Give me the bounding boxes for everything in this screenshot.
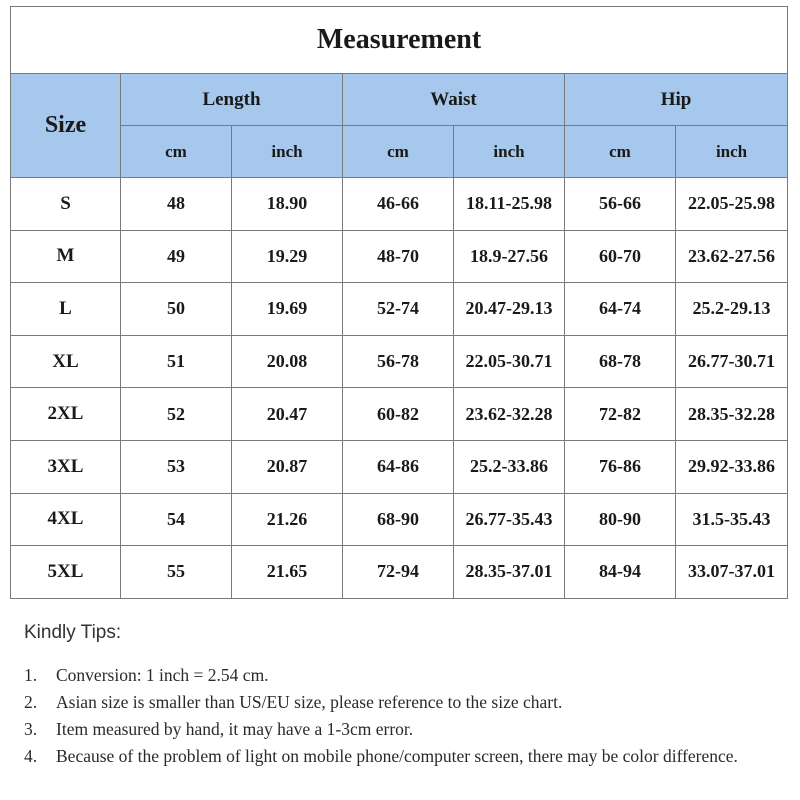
measure-cell: 21.26 xyxy=(232,493,343,546)
table-title: Measurement xyxy=(11,7,788,74)
tip-text: Conversion: 1 inch = 2.54 cm. xyxy=(56,665,269,685)
size-cell: 3XL xyxy=(11,440,121,493)
measure-cell: 19.29 xyxy=(232,230,343,283)
measure-cell: 60-82 xyxy=(343,388,454,441)
measure-cell: 21.65 xyxy=(232,546,343,599)
measure-cell: 25.2-29.13 xyxy=(676,283,788,336)
unit-header: inch xyxy=(232,126,343,178)
size-cell: L xyxy=(11,283,121,336)
measure-cell: 64-74 xyxy=(565,283,676,336)
measure-cell: 26.77-35.43 xyxy=(454,493,565,546)
tips-title: Kindly Tips: xyxy=(24,622,122,643)
measure-cell: 53 xyxy=(121,440,232,493)
measure-cell: 23.62-27.56 xyxy=(676,230,788,283)
tip-number: 2. xyxy=(24,692,38,712)
tips-list xyxy=(24,662,784,769)
measure-cell: 33.07-37.01 xyxy=(676,546,788,599)
measure-cell: 49 xyxy=(121,230,232,283)
tip-text: Because of the problem of light on mobile phone/computer screen, there may be color difference. xyxy=(56,746,738,766)
unit-header: cm xyxy=(121,126,232,178)
size-cell: 2XL xyxy=(11,388,121,441)
group-header-length: Length xyxy=(121,74,343,126)
measure-cell: 18.90 xyxy=(232,178,343,231)
measure-cell: 46-66 xyxy=(343,178,454,231)
measure-cell: 18.11-25.98 xyxy=(454,178,565,231)
measure-cell: 28.35-37.01 xyxy=(454,546,565,599)
table-row xyxy=(11,493,788,546)
table-row xyxy=(11,178,788,231)
measure-cell: 56-78 xyxy=(343,335,454,388)
size-cell: M xyxy=(11,230,121,283)
measure-cell: 28.35-32.28 xyxy=(676,388,788,441)
measure-cell: 68-90 xyxy=(343,493,454,546)
tip-number: 4. xyxy=(24,746,38,766)
measure-cell: 72-94 xyxy=(343,546,454,599)
tip-item xyxy=(24,662,784,688)
tip-number: 3. xyxy=(24,719,38,739)
measure-cell: 52 xyxy=(121,388,232,441)
measure-cell: 64-86 xyxy=(343,440,454,493)
measure-cell: 84-94 xyxy=(565,546,676,599)
table-row xyxy=(11,335,788,388)
measure-cell: 51 xyxy=(121,335,232,388)
table-row xyxy=(11,440,788,493)
measure-cell: 18.9-27.56 xyxy=(454,230,565,283)
measure-cell: 50 xyxy=(121,283,232,336)
measure-cell: 22.05-25.98 xyxy=(676,178,788,231)
measure-cell: 20.08 xyxy=(232,335,343,388)
measure-cell: 20.47-29.13 xyxy=(454,283,565,336)
size-cell: 5XL xyxy=(11,546,121,599)
size-cell: XL xyxy=(11,335,121,388)
size-cell: 4XL xyxy=(11,493,121,546)
measure-cell: 80-90 xyxy=(565,493,676,546)
measure-cell: 52-74 xyxy=(343,283,454,336)
measure-cell: 26.77-30.71 xyxy=(676,335,788,388)
group-header-waist: Waist xyxy=(343,74,565,126)
measure-cell: 48-70 xyxy=(343,230,454,283)
measure-cell: 25.2-33.86 xyxy=(454,440,565,493)
tip-number: 1. xyxy=(24,665,38,685)
tip-item xyxy=(24,689,784,715)
tip-item xyxy=(24,743,784,769)
table-body xyxy=(11,178,788,599)
size-chart xyxy=(10,6,787,599)
measure-cell: 55 xyxy=(121,546,232,599)
measure-cell: 31.5-35.43 xyxy=(676,493,788,546)
tip-text: Asian size is smaller than US/EU size, please reference to the size chart. xyxy=(56,692,563,712)
table-row xyxy=(11,546,788,599)
unit-header: cm xyxy=(565,126,676,178)
unit-header: cm xyxy=(343,126,454,178)
measure-cell: 19.69 xyxy=(232,283,343,336)
measure-cell: 23.62-32.28 xyxy=(454,388,565,441)
measure-cell: 76-86 xyxy=(565,440,676,493)
unit-header: inch xyxy=(676,126,788,178)
measure-cell: 20.47 xyxy=(232,388,343,441)
measure-cell: 29.92-33.86 xyxy=(676,440,788,493)
measure-cell: 22.05-30.71 xyxy=(454,335,565,388)
measure-cell: 48 xyxy=(121,178,232,231)
measure-cell: 54 xyxy=(121,493,232,546)
group-header-hip: Hip xyxy=(565,74,788,126)
table-row xyxy=(11,388,788,441)
measure-cell: 60-70 xyxy=(565,230,676,283)
measurement-table xyxy=(10,6,788,599)
tip-item xyxy=(24,716,784,742)
measure-cell: 72-82 xyxy=(565,388,676,441)
tip-text: Item measured by hand, it may have a 1-3cm error. xyxy=(56,719,414,739)
measure-cell: 20.87 xyxy=(232,440,343,493)
table-row xyxy=(11,283,788,336)
unit-header: inch xyxy=(454,126,565,178)
size-header: Size xyxy=(11,74,121,178)
table-row xyxy=(11,230,788,283)
kindly-tips xyxy=(24,622,784,770)
measure-cell: 68-78 xyxy=(565,335,676,388)
measure-cell: 56-66 xyxy=(565,178,676,231)
size-cell: S xyxy=(11,178,121,231)
